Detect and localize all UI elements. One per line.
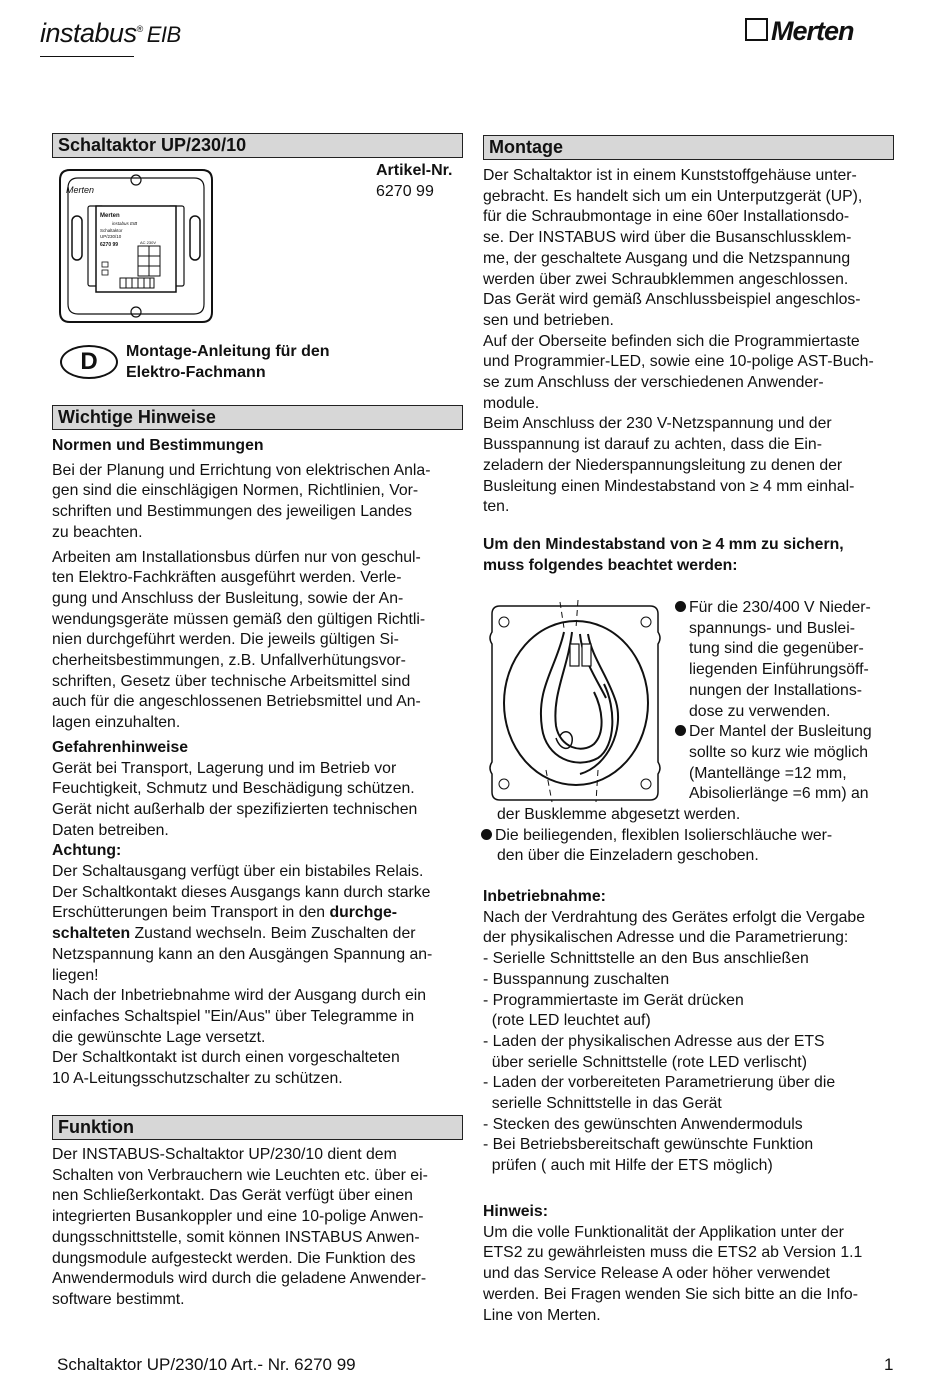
text-line: Auf der Oberseite befinden sich die Programmiertaste	[483, 332, 860, 350]
text-line: zeladern der Niederspannungsleitung zu denen der	[483, 456, 843, 474]
text-line: liegenden Einführungsöff-	[689, 661, 869, 679]
article-label: Artikel-Nr.	[376, 162, 453, 179]
text-line: dose zu verwenden.	[689, 702, 831, 720]
bullet-icon	[675, 725, 686, 736]
text-run: Für die 230/400 V Nieder-	[689, 599, 871, 616]
attention-paragraph	[52, 862, 467, 1090]
attention-heading: Achtung:	[52, 842, 122, 860]
text-line: module.	[483, 394, 540, 412]
page-number: 1	[884, 1355, 894, 1374]
text-line: liegen!	[52, 966, 99, 984]
text-line: nungen der Installations-	[689, 681, 863, 699]
title-header	[52, 133, 463, 158]
text-line: gebracht. Es handelt sich um ein Unterputzgerät (UP),	[483, 187, 863, 205]
text-line: Arbeiten am Installationsbus dürfen nur von geschul-	[52, 548, 421, 566]
brand-instabus: instabus	[40, 18, 137, 48]
text-line: se. Der INSTABUS wird über die Busanschlussklem-	[483, 229, 852, 247]
text-line: und Programmier-LED, sowie eine 10-polige AST-Buch-	[483, 353, 874, 371]
text-line: Um die volle Funktionalität der Applikation unter der	[483, 1223, 844, 1241]
device-label-brand: Merten	[66, 185, 95, 195]
article-number: 6270 99	[376, 183, 434, 200]
text-line: sollte so kurz wie möglich	[689, 743, 869, 761]
bold-run: durchge-	[329, 904, 398, 922]
text-line: und das Service Release A oder höher verwendet	[483, 1265, 830, 1283]
text-line: nien durchgeführt werden. Die jeweils gültigen Si-	[52, 631, 399, 649]
text-line: 10 A-Leitungsschutzschalter zu schützen.	[52, 1070, 343, 1088]
text-line: den über die Einzeladern geschoben.	[497, 847, 759, 865]
manual-subtitle	[126, 341, 330, 383]
text-line: - Programmiertaste im Gerät drücken	[483, 991, 744, 1009]
device-label-name: Schaltaktor	[100, 228, 123, 233]
section-title-mounting: Montage	[489, 137, 563, 157]
text-line: wendungsgeräte müssen gemäß den gültigen Richtli-	[52, 610, 426, 628]
wiring-illustration	[486, 598, 664, 808]
text-line: tung sind die gegenüber-	[689, 640, 864, 658]
text-line: spannungs- und Buslei-	[689, 619, 855, 637]
text-line: (Mantellänge =12 mm,	[689, 764, 847, 782]
danger-heading: Gefahrenhinweise	[52, 738, 189, 756]
instabus-logo	[40, 18, 181, 49]
text-line: Nach der Verdrahtung des Gerätes erfolgt die Vergabe	[483, 908, 866, 926]
text-line: ten.	[483, 498, 510, 516]
text-line: Der Schaltaktor ist in einem Kunststoffgehäuse unter-	[483, 167, 857, 184]
bullet-list-b	[481, 805, 911, 867]
text-line: - Bei Betriebsbereitschaft gewünschte Funktion	[483, 1136, 814, 1154]
commissioning-section	[483, 887, 908, 1177]
device-illustration	[56, 166, 216, 326]
text-line: Der Schaltkontakt dieses Ausgangs kann durch starke	[52, 883, 431, 901]
text-line: Das Gerät wird gemäß Anschlussbeispiel angeschlos-	[483, 291, 861, 309]
text-line: prüfen ( auch mit Hilfe der ETS möglich)	[483, 1157, 773, 1175]
text-line: sen und betrieben.	[483, 311, 614, 329]
text-run: Die beiliegenden, flexiblen Isolierschläuche wer-	[495, 826, 833, 844]
text-line: Beim Anschluss der 230 V-Netzspannung und der	[483, 415, 832, 433]
device-label-number: 6270 99	[100, 242, 119, 248]
norms-paragraph-2	[52, 548, 467, 734]
text-line: Gerät nicht außerhalb der spezifizierten technischen	[52, 800, 418, 818]
text-line: Nach der Inbetriebnahme wird der Ausgang durch ein	[52, 987, 427, 1005]
text-line: Anwendermoduls wird durch die geladene Anwender-	[52, 1270, 427, 1288]
text-line: - Serielle Schnittstelle an den Bus anschließen	[483, 950, 809, 968]
mounting-paragraph	[483, 166, 908, 518]
bullet-icon	[481, 829, 492, 840]
text-line: schriften, Gesetz über technische Arbeitsmittel sind	[52, 672, 411, 690]
text-line: Bei der Planung und Errichtung von elektrischen Anla-	[52, 461, 431, 479]
norms-heading: Normen und Bestimmungen	[52, 437, 264, 454]
text-line: Abisolierlänge =6 mm) an	[689, 785, 869, 803]
text-line: die gewünschte Lage versetzt.	[52, 1028, 266, 1046]
danger-paragraph	[52, 759, 467, 842]
note-heading: Hinweis:	[483, 1203, 548, 1220]
text-run: Erschütterungen beim Transport in den	[52, 904, 330, 922]
device-label-bus: instabus EIB	[112, 221, 138, 226]
language-letter: D	[80, 348, 98, 375]
text-line: über serielle Schnittstelle (rote LED verlischt)	[483, 1053, 807, 1071]
text-line: für die Schraubmontage in eine 60er Installationsdo-	[483, 208, 850, 226]
section-title-hints: Wichtige Hinweise	[58, 407, 216, 427]
merten-logo	[745, 16, 854, 47]
text-line: gung und Anschluss der Busleitung, sowie der An-	[52, 589, 404, 607]
brand-eib: EIB	[146, 22, 181, 47]
text-line: auch für die angeschlossenen Betriebsmittel und An-	[52, 693, 421, 711]
manual-line-2: Elektro-Fachmann	[126, 364, 266, 381]
logo-underline	[40, 56, 134, 57]
text-line: Netzspannung kann an den Ausgängen Spannung an-	[52, 945, 433, 963]
text-line: lagen einzuhalten.	[52, 714, 181, 732]
text-run: Der Mantel der Busleitung	[689, 723, 872, 741]
text-line	[52, 924, 467, 945]
text-line: zu beachten.	[52, 523, 143, 541]
text-line: werden. Bei Fragen wenden Sie sich bitte an die Info-	[483, 1285, 858, 1303]
text-line: muss folgendes beachtet werden:	[483, 556, 738, 574]
section-header-function	[52, 1115, 463, 1140]
text-line: - Busspannung zuschalten	[483, 970, 670, 988]
text-line: dungsschnittstelle, somit können INSTABUS Anwen-	[52, 1228, 420, 1246]
text-line: ETS2 zu gewährleisten muss die ETS2 ab Version 1.1	[483, 1244, 863, 1262]
text-line: Schalten von Verbrauchern wie Leuchten etc. über ei-	[52, 1166, 428, 1184]
text-line: Gerät bei Transport, Lagerung und im Betrieb vor	[52, 759, 397, 777]
function-paragraph	[52, 1145, 467, 1311]
section-header-mounting	[483, 135, 894, 160]
text-line: integrierten Busankoppler und eine 10-polige Anwen-	[52, 1208, 424, 1226]
text-line: ten Elektro-Fachkräften ausgeführt werden. Verle-	[52, 569, 402, 587]
norms-paragraph-1	[52, 461, 467, 544]
bullet-list-a	[677, 598, 917, 805]
text-line: se zum Anschluss der verschiedenen Anwender-	[483, 374, 824, 392]
text-line: Der INSTABUS-Schaltaktor UP/230/10 dient dem	[52, 1146, 397, 1163]
hints-body	[52, 436, 467, 1090]
text-line: Um den Mindestabstand von ≥ 4 mm zu sichern,	[483, 536, 844, 553]
text-line: Der Schaltkontakt ist durch einen vorgeschalteten	[52, 1049, 400, 1067]
text-line: Busleitung einen Mindestabstand von ≥ 4 mm einhal-	[483, 477, 855, 495]
document-title: Schaltaktor UP/230/10	[58, 135, 247, 155]
device-label-model: UP/230/10	[100, 234, 122, 239]
footer-text: Schaltaktor UP/230/10 Art.- Nr. 6270 99	[57, 1355, 356, 1374]
text-line: (rote LED leuchtet auf)	[483, 1012, 651, 1030]
text-line: software bestimmt.	[52, 1290, 185, 1308]
text-line: me, der geschaltete Ausgang und die Netzspannung	[483, 249, 851, 267]
manual-line-1: Montage-Anleitung für den	[126, 343, 330, 360]
brand-merten: Merten	[771, 16, 854, 46]
text-line: cherheitsbestimmungen, z.B. Unfallverhütungsvor-	[52, 652, 406, 670]
text-line: werden über zwei Schraubklemmen angeschlossen.	[483, 270, 849, 288]
square-outline-icon	[745, 18, 768, 41]
device-label-inner-brand: Merten	[100, 213, 120, 219]
device-label-rating: AC 230V	[140, 240, 157, 245]
text-line: Busspannung ist darauf zu achten, dass die Ein-	[483, 436, 822, 454]
text-line: - Laden der vorbereiteten Parametrierung über die	[483, 1074, 836, 1092]
bullet-item-2	[677, 722, 917, 805]
text-line: Daten betreiben.	[52, 821, 169, 839]
bullet-item-1	[677, 598, 917, 722]
text-line: gen sind die einschlägigen Normen, Richtlinien, Vor-	[52, 482, 419, 500]
note-section	[483, 1202, 908, 1326]
text-run: Zustand wechseln. Beim Zuschalten der	[130, 925, 416, 943]
bold-run: schalteten	[52, 925, 131, 943]
text-line	[675, 598, 917, 619]
text-line: Der Schaltausgang verfügt über ein bistabiles Relais.	[52, 863, 424, 881]
text-line: - Laden der physikalischen Adresse aus der ETS	[483, 1032, 825, 1050]
distance-heading	[483, 535, 908, 576]
text-line: schriften und Bestimmungen des jeweiligen Landes	[52, 503, 413, 521]
section-title-function: Funktion	[58, 1117, 134, 1137]
text-line	[52, 903, 467, 924]
text-line	[675, 722, 917, 743]
language-badge	[60, 345, 118, 379]
text-line: - Stecken des gewünschten Anwendermoduls	[483, 1115, 803, 1133]
commissioning-heading: Inbetriebnahme:	[483, 888, 606, 905]
text-line: Line von Merten.	[483, 1306, 601, 1324]
text-line: dungsmodule aufgesteckt werden. Die Funktion des	[52, 1249, 416, 1267]
text-line: Feuchtigkeit, Schmutz und Beschädigung schützen.	[52, 780, 415, 798]
text-line: der Busklemme abgesetzt werden.	[497, 806, 741, 823]
text-line: serielle Schnittstelle in das Gerät	[483, 1095, 722, 1113]
text-line: einfaches Schaltspiel "Ein/Aus" über Telegramme in	[52, 1007, 415, 1025]
text-line: der physikalischen Adresse und die Parametrierung:	[483, 929, 849, 947]
bullet-icon	[675, 601, 686, 612]
section-header-hints	[52, 405, 463, 430]
registered-mark: ®	[136, 24, 143, 34]
text-line	[481, 826, 911, 847]
text-line: nen Schließerkontakt. Das Gerät verfügt über einen	[52, 1187, 413, 1205]
